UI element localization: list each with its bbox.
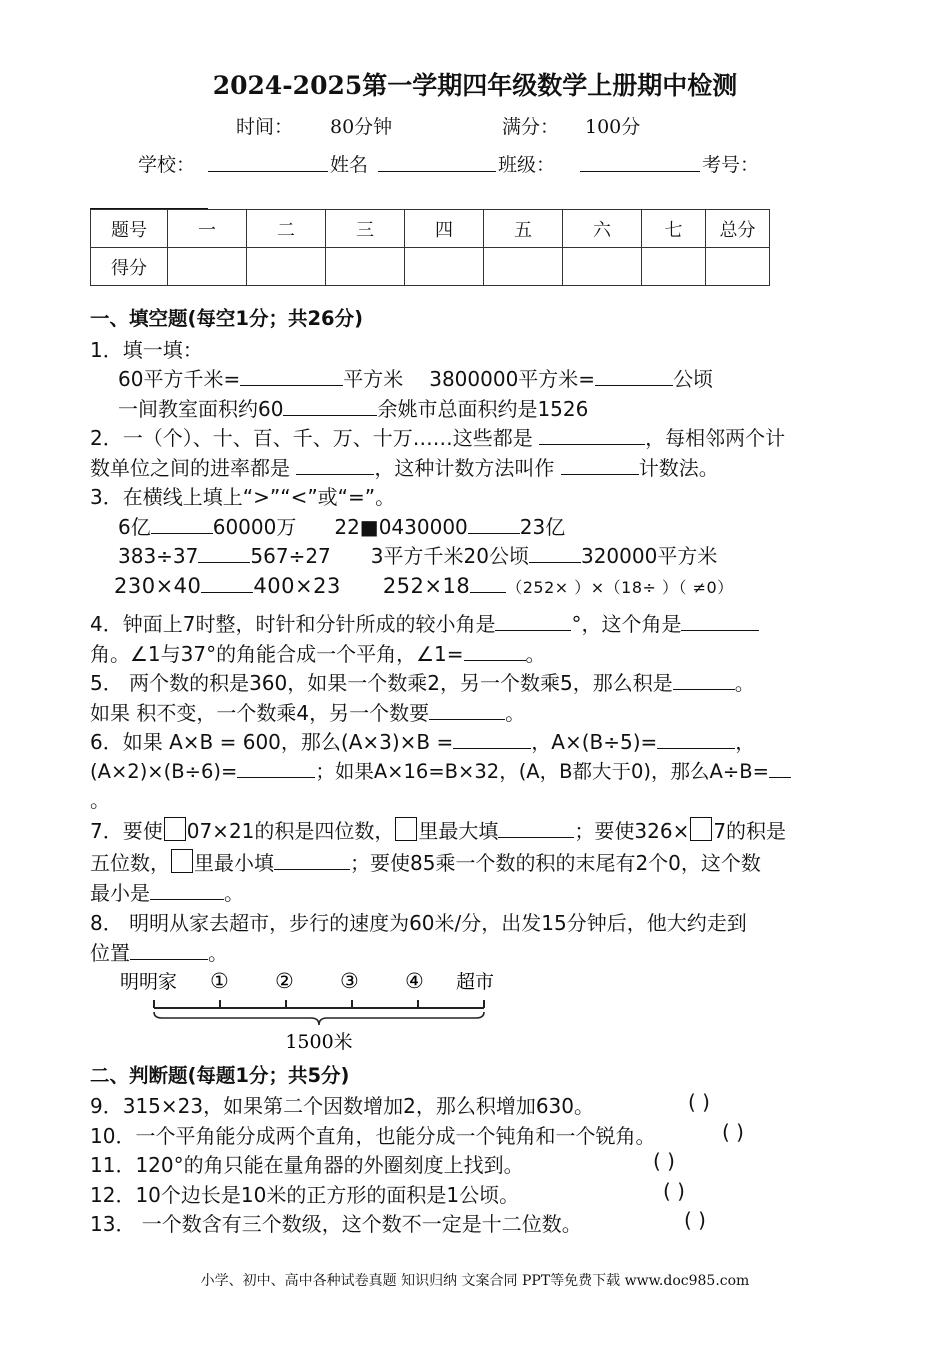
- answer-blank[interactable]: [130, 941, 208, 960]
- table-cell: 题号: [91, 210, 168, 248]
- brace: [154, 1012, 484, 1025]
- q7-line2: 五位数， 里最小填 ；要使85乘一个数的积的末尾有2个0，这个数: [90, 851, 761, 875]
- q8-line1: 8． 明明从家去超市，步行的速度为60米/分，出发15分钟后，他大约走到: [90, 911, 747, 935]
- answer-blank[interactable]: [237, 759, 315, 778]
- table-cell: 得分: [91, 248, 168, 286]
- name-blank[interactable]: [378, 153, 496, 176]
- answer-blank[interactable]: [673, 671, 735, 690]
- answer-blank[interactable]: [151, 515, 213, 534]
- point-2-label: ②: [275, 969, 294, 993]
- q6-line1: 6．如果 A×B = 600，那么(A×3)×B = ，A×(B÷5)= ，: [90, 730, 756, 754]
- q12-answer-paren[interactable]: ( ): [663, 1179, 685, 1203]
- q3-row3: 230×40 400×23 252×18 （252× ）×（18÷ ）（ ≠0）: [114, 574, 734, 598]
- table-cell: 二: [247, 210, 326, 248]
- footer-text: 小学、初中、高中各种试卷真题 知识归纳 文案合同 PPT等免费下载 www.doc985.com: [200, 1273, 750, 1289]
- distance-diagram: [118, 966, 518, 1058]
- q12: 12．10个边长是10米的正方形的面积是1公顷。: [90, 1183, 520, 1207]
- exam-no-label: 考号：: [702, 154, 760, 176]
- time-value: 80分钟: [330, 116, 393, 138]
- q4-line1: 4．钟面上7时整，时针和分针所成的较小角是 °，这个角是: [90, 608, 759, 637]
- school-label: 学校：: [138, 154, 196, 176]
- q2-line1: 2．一（个）、十、百、千、万、十万……这些都是 ，每相邻两个计: [90, 426, 786, 450]
- answer-blank[interactable]: [595, 367, 673, 386]
- name-label: 姓名: [330, 154, 369, 176]
- home-label: 明明家: [120, 971, 178, 993]
- answer-blank[interactable]: [274, 851, 350, 870]
- q3-row1: 6亿 60000万 22■0430000 23亿: [118, 515, 566, 539]
- score-cell[interactable]: [405, 248, 484, 286]
- answer-blank[interactable]: [769, 759, 791, 778]
- answer-blank[interactable]: [539, 426, 645, 445]
- q5-line1: 5． 两个数的积是360，如果一个数乘2，另一个数乘5，那么积是 。: [90, 671, 755, 695]
- score-table-score-row: [91, 248, 770, 286]
- q5-line2: 如果 积不变，一个数乘4，另一个数要 。: [90, 701, 526, 725]
- page-title: 2024-2025第一学期四年级数学上册期中检测: [212, 71, 738, 100]
- table-cell: 一: [168, 210, 247, 248]
- table-cell: 总分: [706, 210, 770, 248]
- answer-blank[interactable]: [529, 544, 581, 563]
- answer-blank[interactable]: [495, 612, 571, 631]
- point-4-label: ④: [405, 969, 424, 993]
- q6-line3: 。: [90, 788, 110, 812]
- answer-blank[interactable]: [464, 642, 526, 661]
- answer-blank[interactable]: [240, 367, 343, 386]
- q9-answer-paren[interactable]: ( ): [688, 1090, 710, 1114]
- table-cell: 六: [563, 210, 642, 248]
- answer-blank[interactable]: [429, 701, 505, 720]
- answer-blank[interactable]: [470, 574, 506, 593]
- full-score-label: 满分：: [502, 116, 560, 138]
- answer-blank[interactable]: [150, 881, 224, 900]
- q1-line2: 一间教室面积约60 余姚市总面积约是1526: [118, 397, 589, 421]
- score-cell[interactable]: [247, 248, 326, 286]
- section2-heading: 二、判断题(每题1分；共5分): [90, 1064, 350, 1087]
- digit-box[interactable]: [164, 817, 186, 841]
- table-cell: 四: [405, 210, 484, 248]
- score-cell[interactable]: [484, 248, 563, 286]
- q11: 11．120°的角只能在量角器的外圈刻度上找到。: [90, 1153, 524, 1177]
- score-cell[interactable]: [168, 248, 247, 286]
- q10-answer-paren[interactable]: ( ): [722, 1120, 744, 1144]
- market-label: 超市: [456, 971, 495, 993]
- answer-blank[interactable]: [198, 544, 250, 563]
- digit-box[interactable]: [690, 817, 712, 841]
- answer-blank[interactable]: [201, 574, 253, 593]
- score-cell[interactable]: [563, 248, 642, 286]
- table-cell: 七: [642, 210, 706, 248]
- q1-line1: 60平方千米= 平方米 3800000平方米= 公顷: [118, 367, 714, 391]
- distance-label: 1500米: [285, 1031, 353, 1053]
- answer-blank[interactable]: [283, 397, 377, 416]
- class-blank[interactable]: [580, 153, 700, 176]
- class-label: 班级：: [498, 154, 556, 176]
- q6-line2: (A×2)×(B÷6)= ；如果A×16=B×32，(A，B都大于0)，那么A÷B=: [90, 756, 791, 784]
- answer-blank[interactable]: [468, 515, 520, 534]
- q9: 9．315×23，如果第二个因数增加2，那么积增加630。: [90, 1094, 595, 1118]
- q13: 13． 一个数含有三个数级，这个数不一定是十二位数。: [90, 1212, 582, 1236]
- answer-blank[interactable]: [498, 819, 574, 838]
- answer-blank[interactable]: [561, 456, 639, 475]
- table-cell: 五: [484, 210, 563, 248]
- point-1-label: ①: [210, 969, 229, 993]
- answer-blank[interactable]: [453, 730, 531, 749]
- q3-row2: 383÷37 567÷27 3平方千米20公顷 320000平方米: [118, 544, 718, 568]
- score-cell[interactable]: [326, 248, 405, 286]
- q7-line3: 最小是 。: [90, 881, 244, 905]
- table-cell: 三: [326, 210, 405, 248]
- score-table-header-row: [91, 210, 770, 248]
- score-table: [90, 209, 770, 286]
- answer-blank[interactable]: [681, 612, 759, 631]
- score-cell[interactable]: [642, 248, 706, 286]
- q8-line2: 位置 。: [90, 941, 228, 965]
- score-cell[interactable]: [706, 248, 770, 286]
- q3-stem: 3．在横线上填上“>”“<”或“=”。: [90, 485, 396, 509]
- point-3-label: ③: [340, 969, 359, 993]
- q11-answer-paren[interactable]: ( ): [653, 1149, 675, 1173]
- q4-line2: 角。∠1与37°的角能合成一个平角，∠1= 。: [90, 642, 546, 666]
- school-blank[interactable]: [208, 153, 328, 176]
- digit-box[interactable]: [171, 849, 193, 873]
- answer-blank[interactable]: [296, 456, 374, 475]
- section1-heading: 一、填空题(每空1分；共26分): [90, 307, 364, 330]
- q10: 10．一个平角能分成两个直角，也能分成一个钝角和一个锐角。: [90, 1124, 656, 1148]
- q13-answer-paren[interactable]: ( ): [684, 1208, 706, 1232]
- q2-line2: 数单位之间的进率都是 ，这种计数方法叫作 计数法。: [90, 456, 719, 480]
- answer-blank[interactable]: [657, 730, 735, 749]
- q1-stem: 1．填一填：: [90, 338, 203, 362]
- full-score-value: 100分: [585, 116, 641, 138]
- q7-line1: 7．要使 07×21的积是四位数， 里最大填 ；要使326× 7的积是: [90, 819, 787, 843]
- digit-box[interactable]: [395, 817, 417, 841]
- time-label: 时间：: [236, 116, 294, 138]
